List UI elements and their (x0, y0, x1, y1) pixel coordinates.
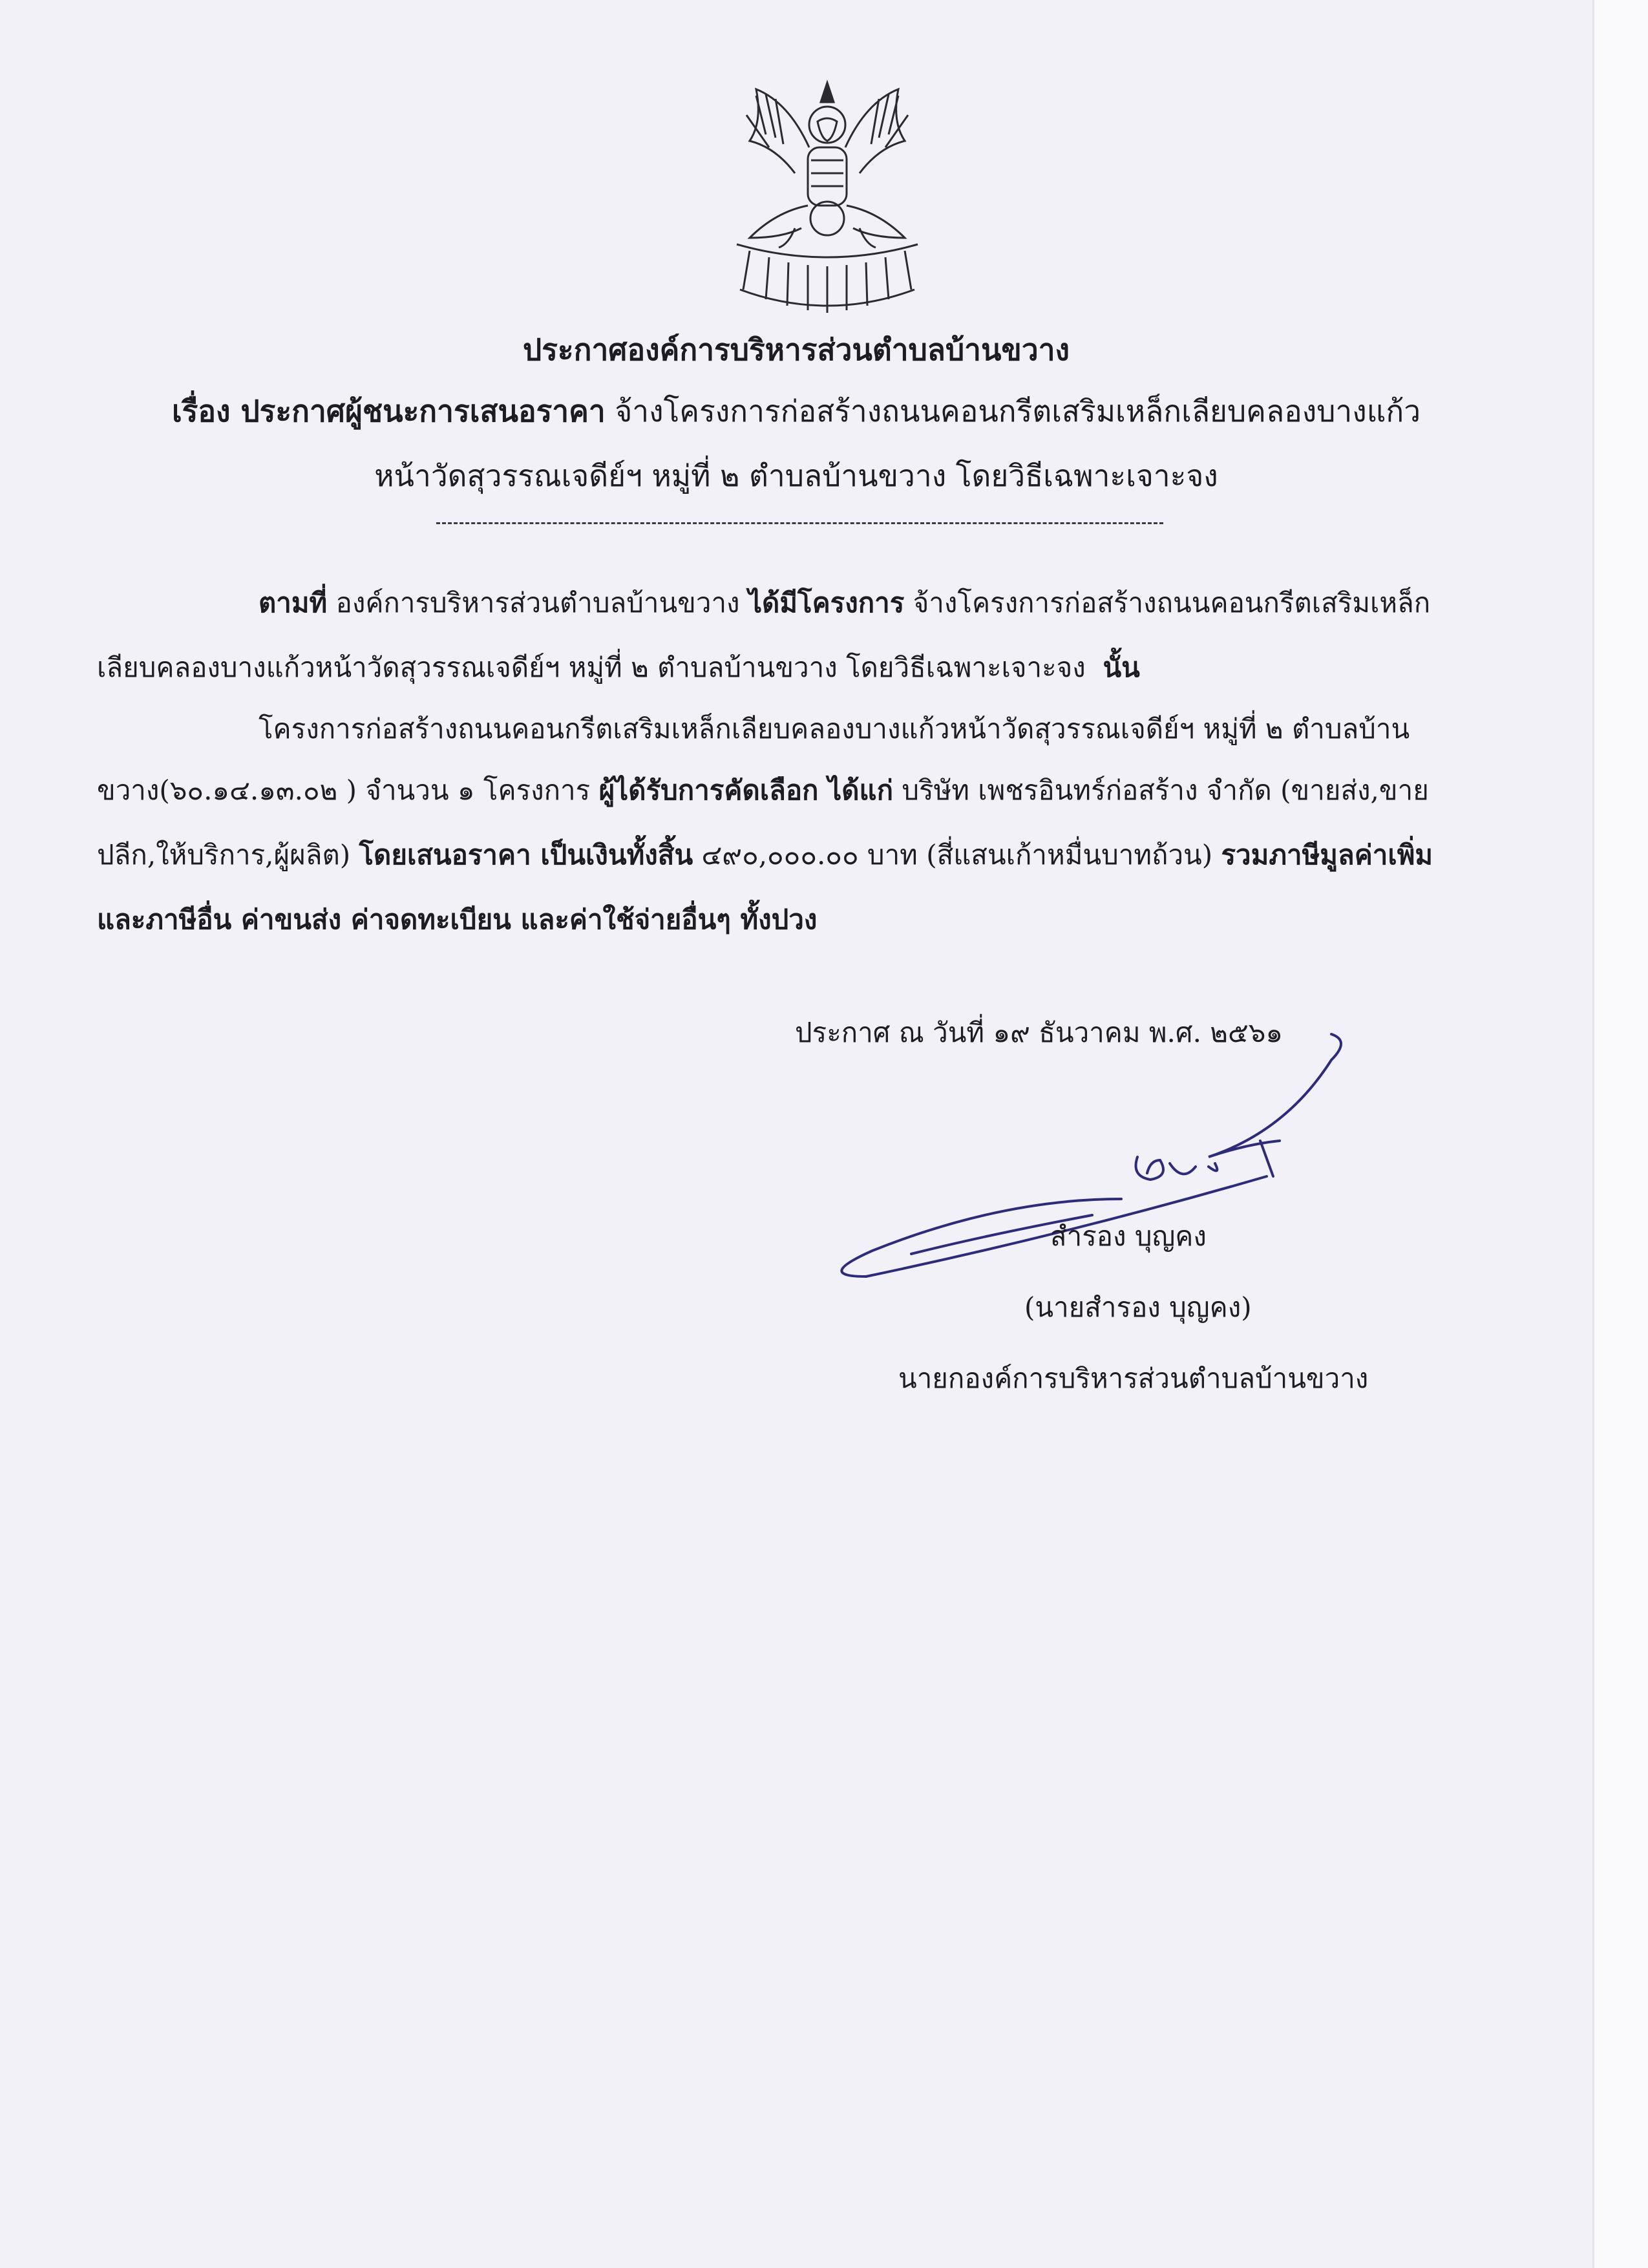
garuda-emblem (711, 76, 944, 322)
paragraph-1-line-1: ตามที่ องค์การบริหารส่วนตำบลบ้านขวาง ได้มีโครงการ จ้างโครงการก่อสร้างถนนคอนกรีตเสริมเหล็ก (259, 587, 1431, 619)
paragraph-2-line-1: โครงการก่อสร้างถนนคอนกรีตเสริมเหล็กเลียบคลองบางแก้วหน้าวัดสุวรรณเจดีย์ฯ หมู่ที่ ๒ ตำบลบ้าน (259, 713, 1410, 745)
announcement-subject (0, 388, 1592, 435)
announcement-title: ประกาศองค์การบริหารส่วนตำบลบ้านขวาง (523, 332, 1070, 367)
announcement-date: ประกาศ ณ วันที่ ๑๙ ธันวาคม พ.ศ. ๒๕๖๑ (795, 1017, 1284, 1048)
paragraph-2-line-3: ปลีก,ให้บริการ,ผู้ผลิต) โดยเสนอราคา เป็นเงินทั้งสิ้น ๔๙๐,๐๐๐.๐๐ บาท (สี่แสนเก้าหมื่นบาทถ้วน) รวมภาษีมูลค่าเพิ่ม (97, 839, 1433, 871)
handwritten-signature (795, 1021, 1377, 1319)
signer-full-name: (นายสำรอง บุญคง) (1024, 1291, 1252, 1323)
paragraph-1-line-2: เลียบคลองบางแก้วหน้าวัดสุวรรณเจดีย์ฯ หมู่ที่ ๒ ตำบลบ้านขวาง โดยวิธีเฉพาะเจาะจง นั้น (97, 652, 1140, 683)
subject-text: จ้างโครงการก่อสร้างถนนคอนกรีตเสริมเหล็กเลียบคลองบางแก้ว (615, 394, 1421, 429)
paper-edge (1594, 0, 1648, 2268)
separator-line (436, 522, 1163, 524)
subject-label: เรื่อง ประกาศผู้ชนะการเสนอราคา (171, 394, 606, 429)
signer-name: สำรอง บุญคง (1050, 1220, 1207, 1252)
paragraph-2-line-4: และภาษีอื่น ค่าขนส่ง ค่าจดทะเบียน และค่าใช้จ่ายอื่นๆ ทั้งปวง (97, 904, 818, 935)
announcement-subject-line2: หน้าวัดสุวรรณเจดีย์ฯ หมู่ที่ ๒ ตำบลบ้านขวาง โดยวิธีเฉพาะเจาะจง (374, 458, 1218, 493)
signer-position: นายกองค์การบริหารส่วนตำบลบ้านขวาง (898, 1362, 1369, 1394)
paragraph-2-line-2: ขวาง(๖๐.๑๔.๑๓.๐๒ ) จำนวน ๑ โครงการ ผู้ได้รับการคัดเลือก ได้แก่ บริษัท เพชรอินทร์ก่อสร้าง จำกัด (ขายส่ง,ขาย (97, 774, 1429, 806)
